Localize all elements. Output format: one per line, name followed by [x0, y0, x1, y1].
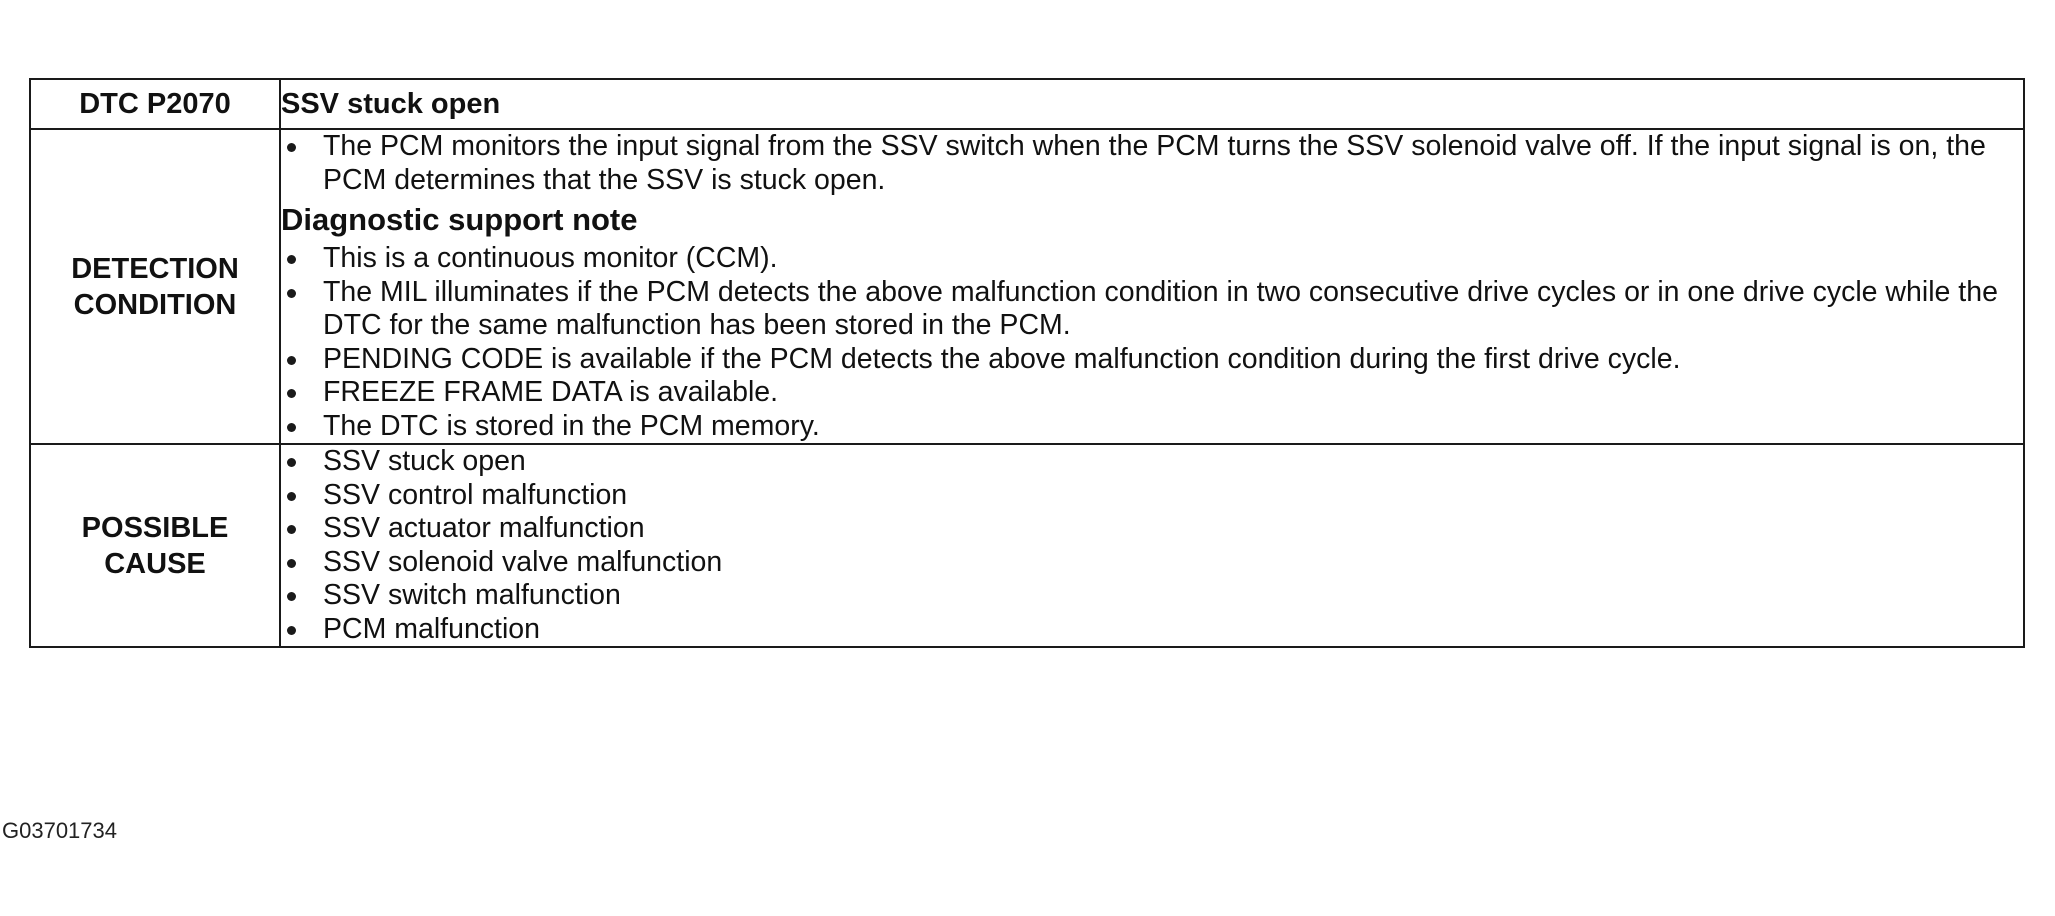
support-note-heading: Diagnostic support note	[281, 202, 638, 237]
list-item-text: The PCM monitors the input signal from the SSV switch when the PCM turns the SSV solenoid valve off. If the input signal is on, the PCM determines that the SSV is stuck open.	[323, 130, 1986, 196]
possible-label-line1: POSSIBLE	[81, 511, 229, 544]
support-note-list	[281, 242, 2023, 443]
list-item	[281, 276, 2023, 343]
list-item	[281, 376, 2023, 410]
list-item	[281, 242, 2023, 276]
list-item-text: The MIL illuminates if the PCM detects the above malfunction condition in two consecutive drive cycles or in one drive cycle while the DTC for the same malfunction has been stored in the PCM.	[323, 275, 1998, 341]
bullet-dot-icon	[287, 458, 296, 467]
bullet-dot-icon	[287, 626, 296, 635]
list-item-text: FREEZE FRAME DATA is available.	[323, 376, 779, 408]
possible-label-line2: CAUSE	[104, 547, 206, 580]
list-item-text: SSV control malfunction	[323, 478, 628, 511]
detection-condition-content	[280, 129, 2024, 444]
detection-label-line2: CONDITION	[73, 288, 237, 321]
list-item	[281, 613, 2023, 647]
detection-label-line1: DETECTION	[71, 252, 239, 285]
list-item	[281, 343, 2023, 377]
list-item-text: SSV switch malfunction	[323, 579, 621, 611]
list-item-text: SSV solenoid valve malfunction	[323, 545, 723, 578]
list-item-text: PENDING CODE is available if the PCM detects the above malfunction condition during the first drive cycle.	[323, 342, 1681, 375]
list-item	[281, 130, 2023, 197]
list-item-text: SSV actuator malfunction	[323, 512, 645, 544]
list-item	[281, 479, 2023, 513]
dtc-title: SSV stuck open	[280, 79, 2024, 129]
bullet-dot-icon	[287, 389, 296, 398]
bullet-dot-icon	[287, 525, 296, 534]
detection-intro-list	[281, 130, 2023, 197]
bullet-dot-icon	[287, 289, 296, 298]
bullet-dot-icon	[287, 143, 296, 152]
bullet-dot-icon	[287, 559, 296, 568]
possible-cause-label	[30, 444, 280, 647]
possible-cause-row	[30, 444, 2024, 647]
list-item	[281, 546, 2023, 580]
dtc-table	[29, 78, 2025, 648]
list-item	[281, 445, 2023, 479]
bullet-dot-icon	[287, 356, 296, 365]
bullet-dot-icon	[287, 423, 296, 432]
list-item-text: SSV stuck open	[323, 445, 526, 477]
list-item	[281, 512, 2023, 546]
bullet-dot-icon	[287, 492, 296, 501]
bullet-dot-icon	[287, 592, 296, 601]
detection-condition-row	[30, 129, 2024, 444]
dtc-code: DTC P2070	[30, 79, 280, 129]
list-item	[281, 410, 2023, 444]
list-item-text: This is a continuous monitor (CCM).	[323, 242, 778, 274]
list-item-text: The DTC is stored in the PCM memory.	[323, 409, 820, 442]
figure-id: G03701734	[2, 818, 117, 843]
possible-cause-list	[281, 445, 2023, 646]
detection-condition-label	[30, 129, 280, 444]
dtc-title-row	[30, 79, 2024, 129]
list-item-text: PCM malfunction	[323, 612, 540, 645]
possible-cause-content	[280, 444, 2024, 647]
list-item	[281, 579, 2023, 613]
bullet-dot-icon	[287, 255, 296, 264]
